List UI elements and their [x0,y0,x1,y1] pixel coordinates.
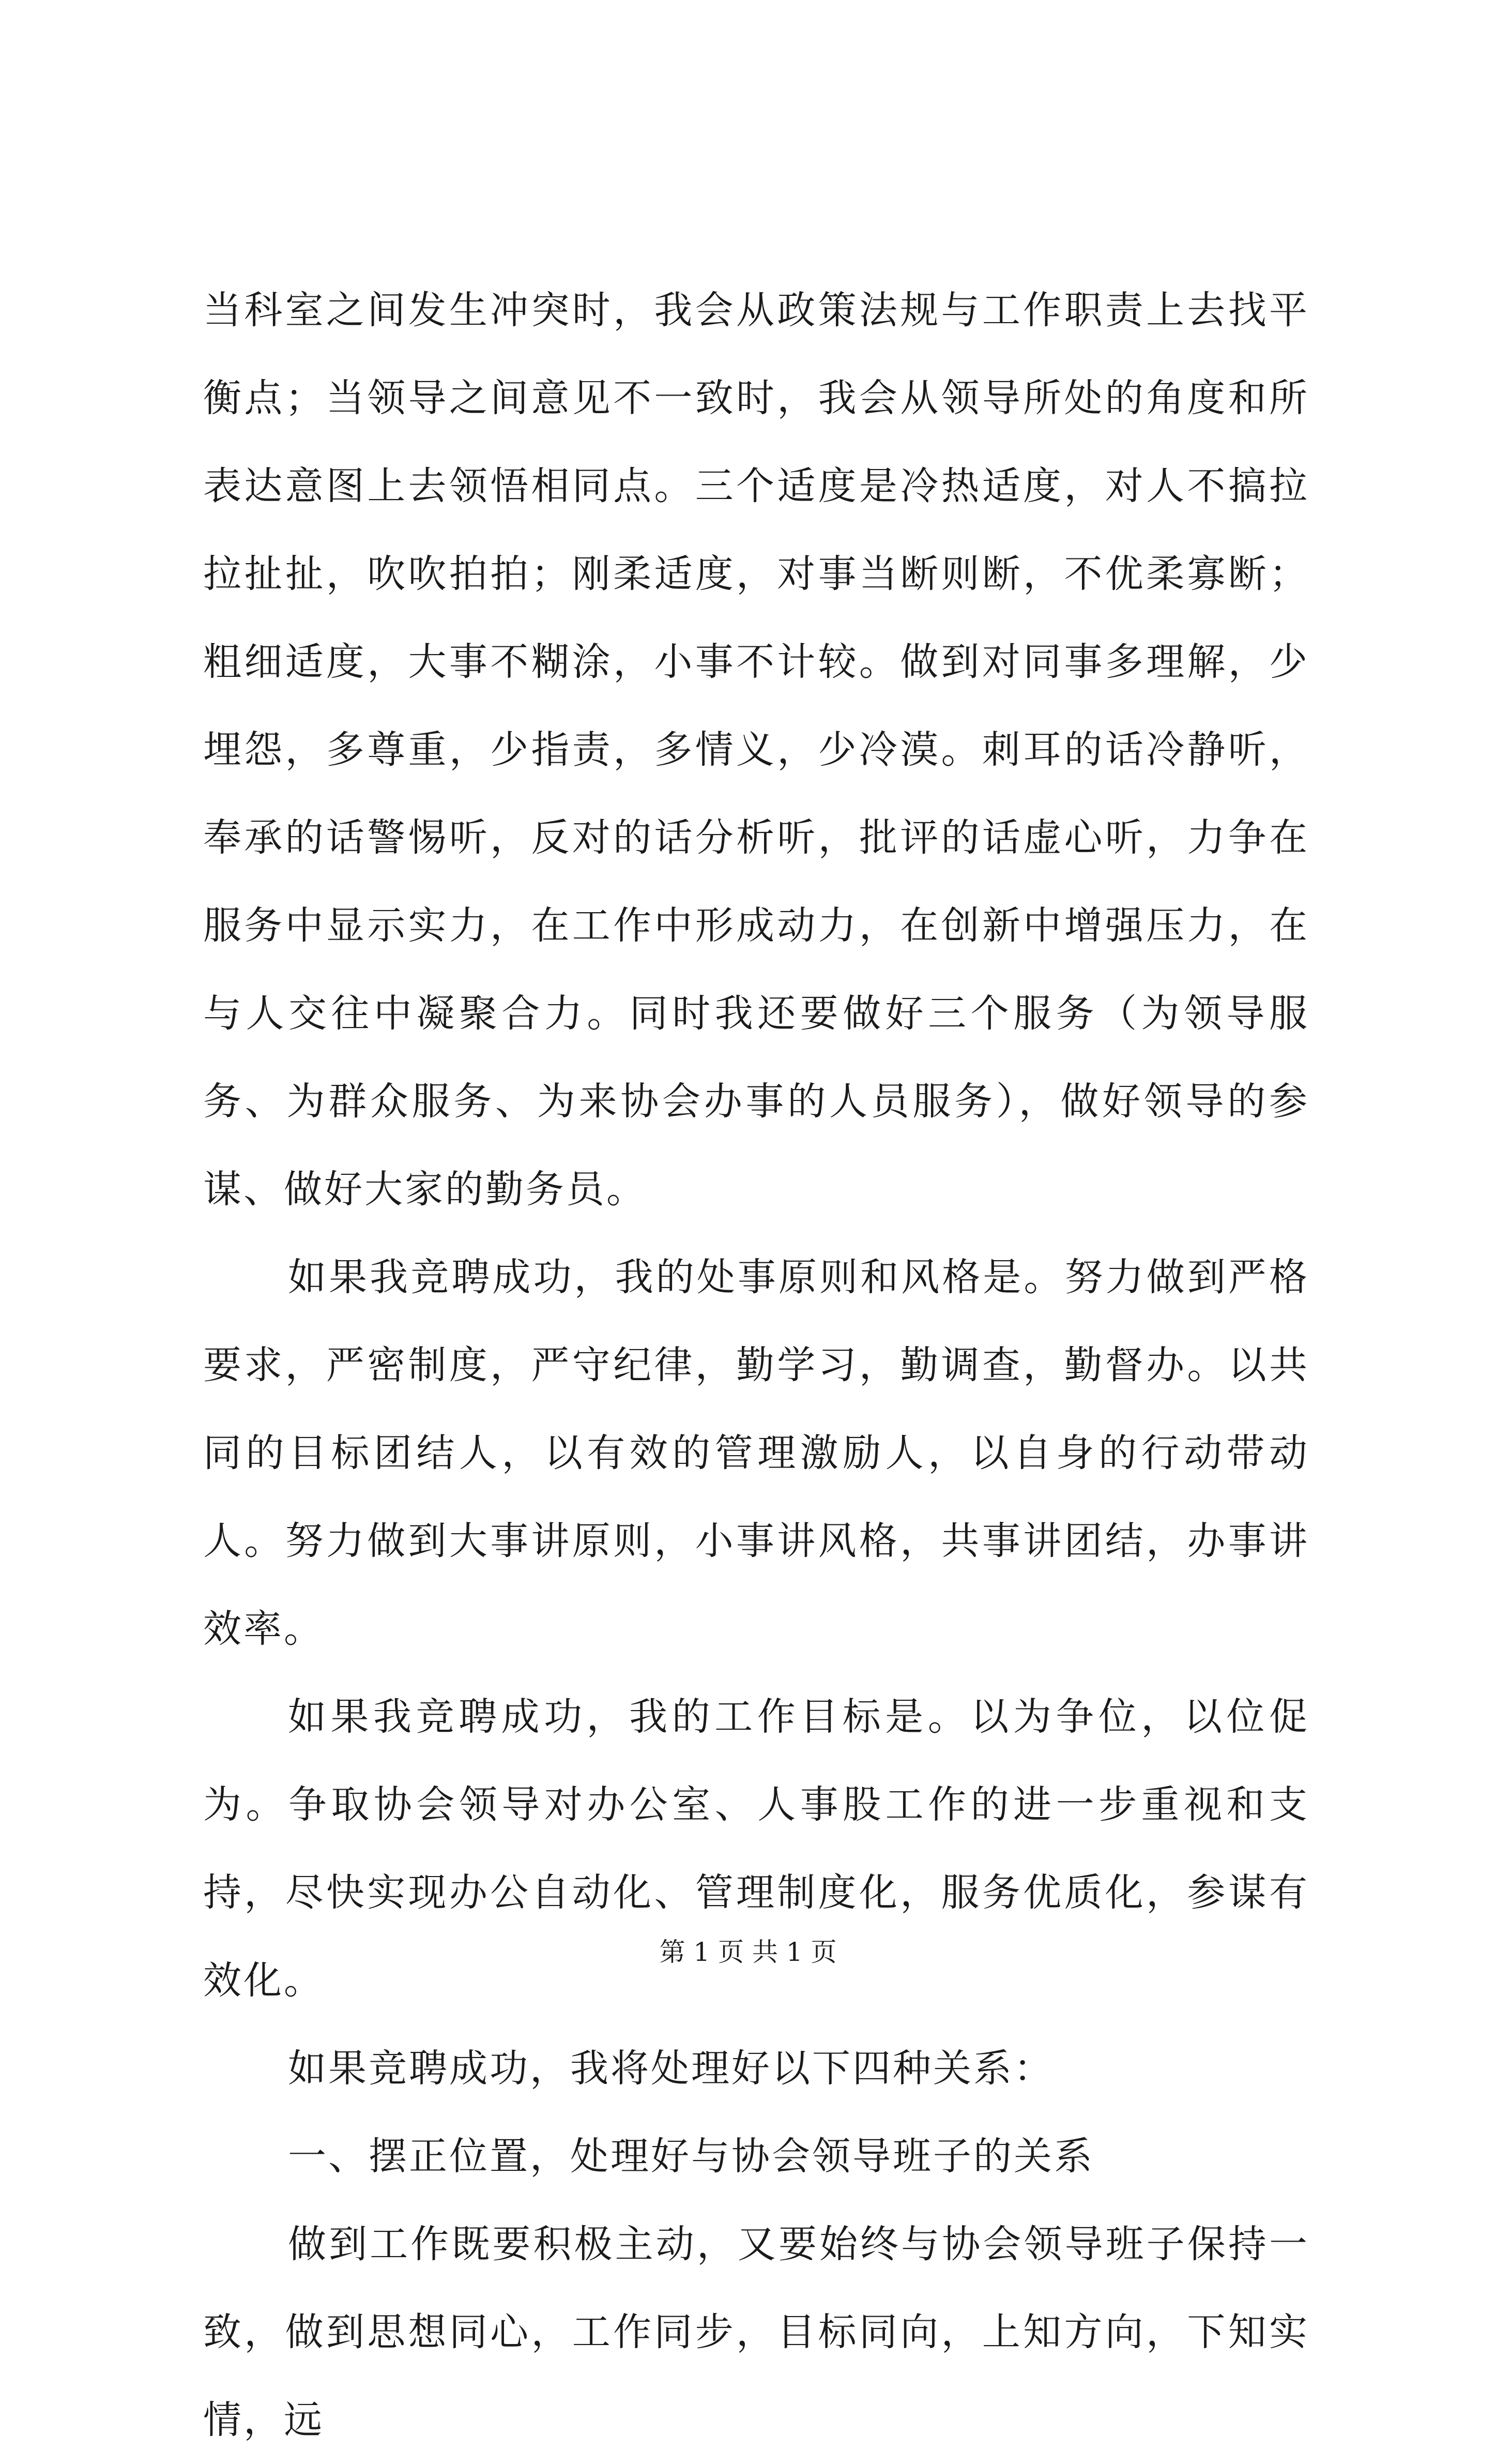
document-body [203,266,1309,2464]
paragraph: 当科室之间发生冲突时，我会从政策法规与工作职责上去找平衡点；当领导之间意见不一致时，我会从领导所处的角度和所表达意图上去领悟相同点。三个适度是冷热适度，对人不搞拉拉扯扯，吹吹拍拍；刚柔适度，对事当断则断，不优柔寡断；粗细适度，大事不糊涂，小事不计较。做到对同事多理解，少埋怨，多尊重，少指责，多情义，少冷漠。刺耳的话冷静听，奉承的话警惕听，反对的话分析听，批评的话虚心听，力争在服务中显示实力，在工作中形成动力，在创新中增强压力，在与人交往中凝聚合力。同时我还要做好三个服务（为领导服务、为群众服务、为来协会办事的人员服务），做好领导的参谋、做好大家的勤务员。 [203,288,1309,1212]
paragraph: 如果竞聘成功，我将处理好以下四种关系： [288,2046,1054,2091]
paragraph: 如果我竞聘成功，我的处事原则和风格是。努力做到严格要求，严密制度，严守纪律，勤学习，勤调查，勤督办。以共同的目标团结人，以有效的管理激励人，以自身的行动带动人。努力做到大事讲原则，小事讲风格，共事讲团结，办事讲效率。 [203,1255,1309,1651]
paragraph: 如果我竞聘成功，我的工作目标是。以为争位，以位促为。争取协会领导对办公室、人事股工作的进一步重视和支持，尽快实现办公自动化、管理制度化，服务优质化，参谋有效化。 [203,1695,1309,2003]
page-footer: 第 1 页 共 1 页 [659,1937,837,1967]
paragraph: 做到工作既要积极主动，又要始终与协会领导班子保持一致，做到思想同心，工作同步，目标同向，上知方向，下知实情，远 [203,2222,1309,2442]
section-heading: 一、摆正位置，处理好与协会领导班子的关系 [288,2134,1094,2179]
